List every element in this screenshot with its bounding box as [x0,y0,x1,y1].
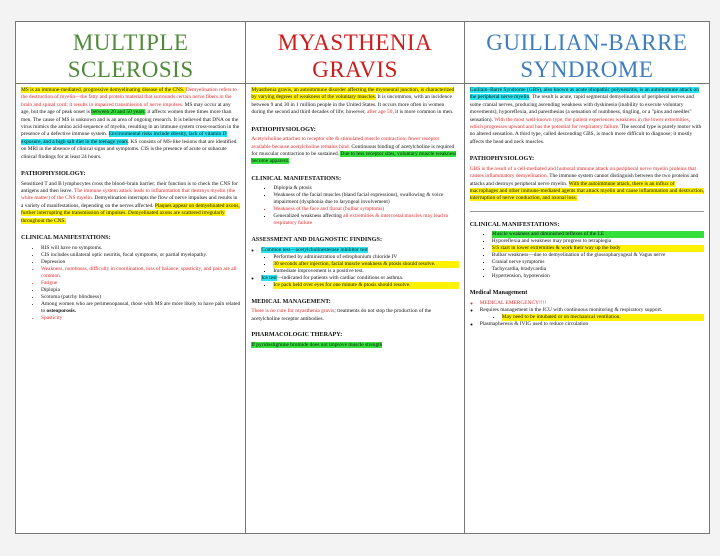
gb-clin-list [470,231,704,280]
list-item: ▪ Bulbar weakness—due to demyelination of the glossopharyngeal & Vagus nerve [492,252,704,259]
item-text: Generalized weakness affecting [273,213,344,220]
list-item: • RIS will have no symptoms. [41,245,240,252]
mg-med-text: There is no cure for myasthenia gravis [251,308,335,315]
list-item [41,301,240,315]
list-item: ▪ Cranial nerve symptoms [492,259,704,266]
list-item: ▪ Weakness of the facial muscles (bland facial expressions), swallowing & voice impairment (dysphonia due to laryngeal involvement) [273,192,458,206]
item-text: —acetylcholinesterase inhibitor test [290,246,368,253]
list-item: • Fatigue [41,280,240,287]
list-item: ▪ Tachycardia, bradycardia [492,266,704,273]
mg-intro-text: after age 50 [367,109,393,116]
gb-med-sublist [480,314,704,321]
mg-med-heading: MEDICAL MANAGEMENT: [251,297,331,305]
item-text: —indicated for patients with cardiac conditions or asthma. [276,274,404,281]
ms-patho [21,181,240,225]
list-item: ◦ Plasmapheresis & IVIG used to reduce circulation [480,321,704,328]
ms-title-line2: SCLEROSIS [67,57,194,82]
list-item: • Depression [41,259,240,266]
list-item: ▪ Muscle weakness and diminished reflexes of the LE [492,231,704,238]
mg-clin-heading: CLINICAL MANIFESTATIONS: [251,174,342,182]
column-myasthenia-gravis [245,22,463,533]
list-item: • Diplopia [41,287,240,294]
ms-clin-list [21,245,240,322]
gb-med-heading: Medical Management [469,289,528,297]
ms-patho-text: Plaques appear on demyelinated axons, further interrupting the transmission of impulses. Demyelinated axons are scattered irregularly throughout the CNS. [21,202,240,224]
mg-patho-heading: PATHOPHYSIOLOGY: [251,125,316,133]
mg-pharm [251,342,458,349]
divider [470,211,704,212]
mg-clin-list [251,185,458,227]
ms-title-line1: MULTIPLE [72,30,189,55]
gb-intro-text: Guillain–Barré Syndrome (GBS), also known as acute idiopathic polyneuritis, is an autoimmune attack on the peripheral nerve myelin [469,87,699,101]
list-item: ▪ Performed by administration of edrophonium chloride IV [273,254,458,261]
ms-intro-text: MS is an immune-mediated, progressive demyelinating disease of the CNS. [21,87,186,93]
ms-clin-heading: CLINICAL MANIFESTATIONS: [21,234,111,241]
list-item: ▪ Ice pack held over eyes for one minute & ptosis should resolve. [273,282,458,289]
mg-intro-text: It is uncommon, with an incidence between 9 and 30 in 1 million people in the United States. It occurs more often in women during the second and third decades of life; however, [251,94,452,116]
mg-patho-text: Acetylcholine attaches to receptor site & stimulated muscle contraction; fewer receptor available because acetylcholine remains bind. [251,136,440,150]
ms-patho-heading: PATHOPHYSIOLOGY: [21,170,86,178]
item-text-bold: osteoporosis. [46,307,76,314]
list-item: ▪ S/S start in lower extremities & work their way up the body [492,245,704,252]
gb-intro-text: With the most well-known type, the patient experiences weakness in the lower extremities, which progresses upward and has the potential for respiratory failure. [469,116,691,131]
list-item [261,275,458,289]
item-text: Requires management in the ICU with continuous monitoring & respiratory support. [479,306,663,313]
gb-patho-text: GBS is the result of a cell-mediated and humoral immune attack on peripheral nerve myelin proteins that causes inflammatory demyelination. [469,165,697,180]
item-text: Common test [261,246,291,253]
column-guillain-barre [464,22,709,533]
mg-patho-text: Continuous binding of acetylcholine is required for muscular contraction to be sustained. [251,143,455,157]
mg-pharm-heading: PHARMACOLOGIC THERAPY: [251,331,343,339]
ms-patho-text: The immune system attack leads to inflammation that destroys myelin (the white matter) of the CNS myelin [21,187,236,202]
ms-intro-text: between 20 and 50 years [91,109,145,116]
item-text-red: all extremities & intercostal muscles may lead to respiratory failure [273,213,449,227]
list-item [261,247,458,275]
ms-intro [21,87,240,161]
list-item: • Scotoma (patchy blindness) [41,294,240,301]
mg-pharm-text: If pyridostigmine bromide does not improve muscle strength [251,341,383,348]
ms-intro-text: Demyelination refers to the destruction of myelin—the fatty and protein material that surrounds certain nerve fibers in the brain and spinal cord; it results in impaired transmission of nerve impulses. [21,87,237,108]
study-sheet [15,21,710,534]
item-text: Among women who are perimenopausal, those with MS are more likely to have pain related to [41,300,241,314]
ms-intro-text: MS may occur at any age, but the age of peak onset is [21,101,231,116]
mg-med [251,308,458,323]
mg-assess-heading: ASSESSMENT AND DIAGNOSTIC FINDINGS: [251,236,383,244]
gb-intro-text: The second type is purely motor with no altered sensation. A third type, called descending GBS, is much more difficult to diagnose; it mostly affects the head and neck muscles. [469,124,702,145]
mg-patho-text: Due to less receptor sites, voluntary muscle weakness become apparent. [251,150,457,165]
mg-assess-sublist [261,282,458,289]
gb-title-line1: GUILLIAN-BARRE [486,30,688,55]
list-item [480,307,704,321]
gb-intro-text: . The result is acute, rapid segmental demyelination of peripheral nerves and some cranial nerves, producing ascending weakness with dyskinesia (inability to execute voluntary movements), hyporeflexia, and paresthesias (a sensation of numbness, tingling, or a "pins and needles" sensation). [469,94,694,123]
list-item: ▪ Diplopia & ptosis [273,185,458,192]
gb-title-line2: SYNDROME [520,57,654,82]
list-item: ▪ Immediate improvement is a positive test. [273,268,458,275]
mg-title-line2: GRAVIS [312,57,398,82]
ms-intro-text: Environmental risks include obesity, lack of vitamin D exposure, and a high salt diet in the teenage years [21,131,227,145]
mg-intro-text: Myasthenia gravis, an autoimmune disorder affecting the myoneural junction, is characterized by varying degrees of weakness of the voluntary muscles. [251,87,455,101]
list-item: ▪ Hypertension, hypotension [492,273,704,280]
mg-intro [251,87,458,117]
gb-patho [470,166,704,203]
list-item: • Spasticity [41,315,240,322]
gb-patho-heading: PATHOPHYSIOLOGY: [469,155,535,163]
mg-title [246,22,463,84]
mg-assess-list [251,247,458,289]
gb-clin-heading: CLINICAL MANIFESTATIONS: [469,220,560,228]
list-item: • CIS includes unilateral optic neuritis, focal symptoms, or partial myelopathy. [41,252,240,259]
ms-title [16,22,245,84]
list-item: ▪ Weakness of the face and throat (bulbar symptoms) [273,206,458,213]
gb-med-list [470,300,704,328]
list-item: ◦ MEDICAL EMERGENCY!!!! [480,300,704,307]
mg-title-line1: MYASTHENIA [277,30,433,55]
mg-patho [251,136,458,166]
gb-title [465,22,709,84]
ms-patho-text: . Demyelination interrupts the flow of nerve impulses and results in a variety of manifestations, depending on the nerves affected. [21,195,238,209]
item-text: Ice test [261,274,277,281]
mg-intro-text: , it is more common in men. [392,109,454,116]
mg-med-text: ; treatments do not stop the production of the acetylcholine receptor antibodies. [251,308,432,322]
gb-intro [470,87,704,146]
list-item: ▪ Hyporeflexia and weakness may progress to tetraplegia [492,238,704,245]
ms-intro-text: ; it affects women three times more than men. The cause of MS is unknown and is an area of ongoing research. It is believed that DNA on the virus mimics the amino acid sequence of myelin, resulting in an immune system cross-reaction in the presence of a defective immune system. [21,109,240,138]
gb-patho-text: The immune system cannot distinguish between the two proteins and attacks and destroys peripheral nerve myelin. [469,173,699,187]
ms-patho-text: Sensitized T and B lymphocytes cross the blood–brain barrier; their function is to check the CNS for antigens and then leave. [21,180,238,194]
gb-patho-text: With the autoimmune attack, there is an influx of macrophages and other immune-mediated agents that attack myelin and cause inflammation and destruction, interruption of nerve conduction, and axonal loss. [469,180,704,202]
list-item: ▪ May need to be intubated or on mechanical ventilation. [502,314,704,321]
list-item: • Weakness, numbness, difficulty in coordination, loss of balance, spasticity, and pain are all common. [41,266,240,280]
mg-assess-sublist [261,254,458,275]
list-item [273,213,458,227]
ms-intro-text: . KS consists of MS-like lesions that are identified on MRI in the absence of clinical signs and symptoms. CIS is the presence of acute or subacute clinical findings for at least 24 hours. [21,138,237,160]
list-item: ▪ 30 seconds after injection, facial muscle weakness & ptosis should resolve. [273,261,458,268]
column-multiple-sclerosis [16,22,245,533]
